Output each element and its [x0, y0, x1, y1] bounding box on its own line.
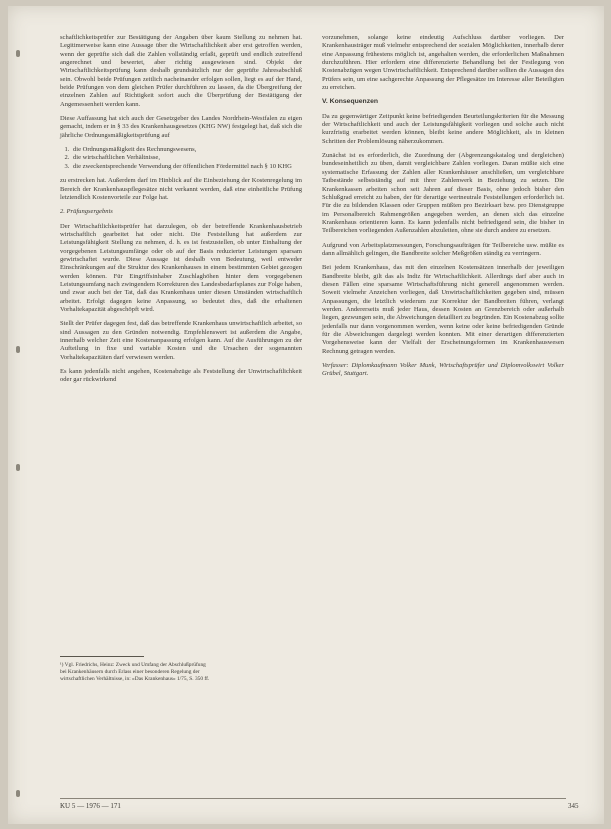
list-item: 2. die wirtschaftlichen Verhältnisse, [71, 154, 302, 162]
punch-hole [16, 464, 20, 471]
section-heading: V. Konsequenzen [322, 98, 379, 106]
list-item: 1. die Ordnungsmäßigkeit des Rechnungswesens, [71, 146, 302, 154]
paragraph: Da zu gegenwärtiger Zeitpunkt keine befriedigenden Beurteilungskriterien für die Messung der Wirtschaftlichkeit und auch der Leistungsfähigkeit vorliegen und solche auch nicht kurzfristig erarbeitet werden können, bleibt keine andere Möglichkeit, als in kleinen Schritten der Problemlösung näherzukommen. [322, 112, 564, 145]
punch-hole [16, 50, 20, 57]
paragraph: schaftlichkeitsprüfer zur Bestätigung der Angaben über kaum Stellung zu nehmen hat. Legitimerweise kann eine Aussage über die Wirtschaftlichkeit aber erst getroffen werden, wenn der geprüfte sich daß die Zahlen vollständig erfaßt, geprüft und endlich zutreffend angerechnet und bewertet, aber richtig ausgewiesen sind. Objekt der Wirtschaftlichkeitsprüfung kann deshalb grundsätzlich nur der geprüfte Jahresabschluß sein. Obwohl beide Prüfungen zeitlich nacheinander erfolgen sollen, liegt es auf der Hand, beide Prüfungen von dem gleichen Prüfer durchführen zu lassen, da die Übergreifung der einzelnen Zahlen auf Richtigkeit sofort auch die Überprüfung der Bestätigung der Angemessenheit werden kann. [60, 34, 302, 108]
right-column [322, 34, 564, 385]
paragraph: vorzunehmen, solange keine eindeutig Aufschluss darüber vorliegen. Der Krankenhausträger muß vielmehr entsprechend der sozialen Möglichkeiten, innerhalb derer eine Anpassung frühestens möglich ist, angehalten werden, die erforderlichen Maßnahmen durchzuführen. Hier erfordern eine differenzierte Behandlung bei der Festlegung von Kostenabzügen wegen Unwirtschaftlichkeit. Entsprechend darüber sollten die Aussagen des Prüfers sein, um eine sachgerechte Anpassung der Pflegesätze im Interesse aller Beteiligten zu erreichen. [322, 34, 564, 92]
paragraph: Zunächst ist es erforderlich, die Zuordnung der (Abgrenzungskatalog und dergleichen) bundeseinheitlich zu üben, damit vergleichbare Zahlen vorliegen. Daran müßte sich eine systematische Erfassung der Zahlen aller Krankenhäuser anschließen, um vergleichbare Tatbestände selbstständig auf mit ihrer Zahlenwerk in Beziehung zu setzen. Die Krankenkassen arbeiten schon seit Jahren auf dieser Basis, ohne jedoch bisher den Schlußgrad erreicht zu haben, der für derartige wertneutrale Feststellungen erforderlich ist. Für die zu bildenden Klassen oder Gruppen müßten pro Bezirksart bzw. pro Dienstgruppe im Personalbereich Rahmengrößen angegeben werden, an denen sich das einzelne Krankenhaus orientieren kann. Es kann jedenfalls nicht befriedigend sein, die bisher in Teilbereichen vorliegenden Außenzahlen abzuleiten, ohne sie durch andere zu ersetzen. [322, 152, 564, 235]
list-item: 3. die zweckentsprechende Verwendung der öffentlichen Fördermittel nach § 10 KHG [71, 163, 302, 171]
punch-hole [16, 346, 20, 353]
footnote-rule [60, 656, 144, 657]
paragraph: Es kann jedenfalls nicht angehen, Kostenabzüge als Feststellung der Unwirtschaftlichkeit oder gar rückwirkend [60, 368, 302, 384]
punch-hole [16, 790, 20, 797]
paragraph: Der Wirtschaftlichkeitsprüfer hat darzulegen, ob der betreffende Krankenhausbetrieb wirtschaftlich gearbeitet hat oder nicht. Die Feststellung hat außerdem zur Leistungsfähigkeit Stellung zu nehmen, d. h. es ist festzustellen, ob unter Einhaltung der vorgegebenen Leistungsumfänge oder ob auf der Basis reduzierter Leistungen sparsam gewirtschaftet wurde. Diese Aussage ist deshalb von Bedeutung, weil entweder Einschränkungen auf die Struktur des Krankenhauses in einem bestimmten Gebiet gezogen werden können. Für Eingriffsinhaber Zuschlaghöhen hinter dem vorgegebenen Leistungsumfang nach zwingendem Korrekturen des Landesbedarfsplanes zur Folge haben, und zwar auch bei der Tat, daß das Krankenhaus unter diesen Umständen wirtschaftlich arbeitet. Erfolgt dagegen keine Anpassung, so bedeutet dies, daß die erhaltenen Vorhaltekapazität abgeschöpft wird. [60, 222, 302, 313]
numbered-list [60, 146, 302, 171]
paragraph: Stellt der Prüfer dagegen fest, daß das betreffende Krankenhaus unwirtschaftlich arbeitet, so sind Aussagen zu den Gründen notwendig. Empfehlenswert ist außerdem die Angabe, innerhalb welcher Zeit eine Kostenanpassung erfolgen kann. Auf die Ausführungen zu der Aufteilung in fixe und variable Kosten und die Ursachen der sogenannten Vorhaltekapazitäten darf verwiesen werden. [60, 320, 302, 361]
footnote: ¹) Vgl. Friedrichs, Heinz: Zweck und Umfang der Abschlußprüfung bei Krankenhäusern durch Erlass einer besonderen Regelung der wirtschaftlichen Verhältnisse, in: »Das Krankenhaus« 1/75, S. 350 ff. [60, 662, 210, 682]
paragraph: Bei jedem Krankenhaus, das mit den einzelnen Kostensätzen innerhalb der jeweiligen Bandbreite bleibt, gilt das als Indiz für Wirtschaftlichkeit. Allerdings darf aber auch in diesen Fällen eine sparsame Wirtschaftsführung nicht generell angenommen werden. Soweit vielmehr Anzeichen vorliegen, daß Unwirtschaftlichkeiten gegeben sind, müssen Anpassungen, die letztlich wiederum zur Korrektur der Bandbreiten führen, verlangt werden. Andererseits muß jeder Haus, dessen Kosten an Grenzbereich oder außerhalb liegen, gezwungen sein, die Abweichungen detailliert zu begründen. Ein Kostenabzug sollte jedenfalls nur dann vorgenommen werden, wenn keine oder keine befriedigenden Gründe für die Abweichungen dargelegt werden konnten. Mit einer derartigen differenzierten Vorgehensweise kann der Vielfalt der Erscheinungsformen im Krankenhauswesen Rechnung getragen werden. [322, 264, 564, 355]
document-page [8, 6, 604, 824]
journal-reference: KU 5 — 1976 — 171 [60, 802, 121, 810]
footer-rule [60, 798, 566, 799]
paragraph: Diese Auffassung hat sich auch der Gesetzgeber des Landes Nordrhein-Westfalen zu eigen gemacht, indem er in § 33 des Krankenhausgesetzes (KHG NW) festgelegt hat, daß sich die jährliche Ordnungsmäßigkeitsprüfung auf [60, 115, 302, 139]
subsection-heading: 2. Prüfungsergebnis [60, 208, 113, 216]
page-number: 345 [568, 802, 579, 810]
paragraph: zu erstrecken hat. Außerdem darf im Hinblick auf die Einbeziehung der Kostenregelung im Bereich der Krankenhauspflegesätze nicht verkannt werden, daß eine einheitliche Prüfung letztendlich Kostenvorteile zur Folge hat. [60, 177, 302, 201]
left-column [60, 34, 302, 391]
author-credit: Verfasser: Diplomkaufmann Volker Munk, Wirtschaftsprüfer und Diplomvolkswirt Volker Grübel, Stuttgart. [322, 362, 564, 378]
paragraph: Aufgrund von Arbeitsplatzmessungen, Forschungsaufträgen für Teilbereiche usw. müßte es dann allmählich gelingen, die Bandbreite solcher Meßgrößen ständig zu verringern. [322, 241, 564, 257]
